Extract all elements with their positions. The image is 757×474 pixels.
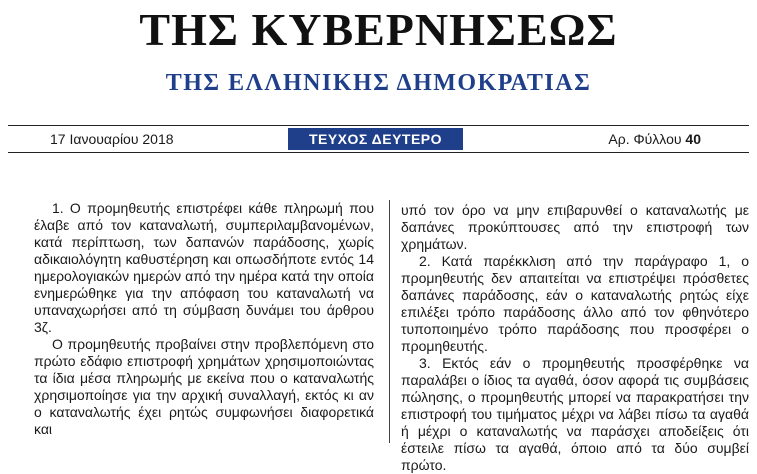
issue-date: 17 Ιανουαρίου 2018 xyxy=(50,131,174,147)
masthead-subtitle: ΤΗΣ ΕΛΛΗΝΙΚΗΣ ΔΗΜΟΚΡΑΤΙΑΣ xyxy=(165,70,592,96)
left-paragraph-2: Ο προμηθευτής προβαίνει στην προβλεπόμενη στο πρώτο εδάφιο επιστροφή χρημάτων χρησιμοποιώντας τα ίδια μέσα πληρωμής με εκείνα που ο καταναλωτής χρησιμοποίησε για την αρχική συναλλαγή, εκτός κι αν ο καταναλωτής έχει ρητώς συμφωνήσει διαφορετικά και xyxy=(34,336,374,437)
masthead-title: ΤΗΣ ΚΥΒΕΡΝΗΣΕΩΣ xyxy=(139,4,618,55)
left-paragraph-1: 1. Ο προμηθευτής επιστρέφει κάθε πληρωμή που έλαβε από τον καταναλωτή, συμπεριλαμβανομένων, κατά περίπτωση, των δαπανών παράδοσης, χωρίς αδικαιολόγητη καθυστέρηση και οπωσδήποτε εντός 14 ημερολογιακών ημερών από την ημέρα κατά την οποία ενημερώθηκε για την απόφαση του καταναλωτή να υπαναχωρήσει από τη σύμβαση δυνάμει του άρθρου 3ζ. xyxy=(34,200,374,335)
issue-series-badge: ΤΕΥΧΟΣ ΔΕΥΤΕΡΟ xyxy=(288,128,463,150)
right-column xyxy=(401,202,749,474)
left-column xyxy=(34,200,374,438)
issue-sheet-label: Αρ. Φύλλου xyxy=(608,131,682,147)
issue-bar xyxy=(8,126,749,152)
right-paragraph-2: 2. Κατά παρέκκλιση από την παράγραφο 1, ο προμηθευτής δεν απαιτείται να επιστρέψει πρόσθετες δαπάνες παράδοσης, εάν ο καταναλωτής ρητώς είχε επιλέξει τρόπο παράδοσης άλλο από τον φθηνότερο τυποποιημένο τρόπο παράδοσης που προσφέρει ο προμηθευτής. xyxy=(401,253,749,354)
issue-bar-bottom-rule xyxy=(8,152,749,153)
right-paragraph-1: υπό τον όρο να μην επιβαρυνθεί ο καταναλωτής με δαπάνες προκύπτουσες από την επιστροφή των χρημάτων. xyxy=(401,202,749,252)
column-divider xyxy=(389,200,390,443)
issue-sheet-number xyxy=(608,131,701,147)
right-paragraph-3: 3. Εκτός εάν ο προμηθευτής προσφέρθηκε να παραλάβει ο ίδιος τα αγαθά, όσον αφορά τις συμβάσεις πώλησης, ο προμηθευτής μπορεί να παρακρατήσει την επιστροφή του τιμήματος μέχρι να λάβει πίσω τα αγαθά ή μέχρι ο καταναλωτής να παράσχει αποδείξεις ότι έστειλε πίσω τα αγαθά, όποιο από τα δύο συμβεί πρώτο. xyxy=(401,355,749,473)
issue-sheet-value: 40 xyxy=(685,131,701,147)
